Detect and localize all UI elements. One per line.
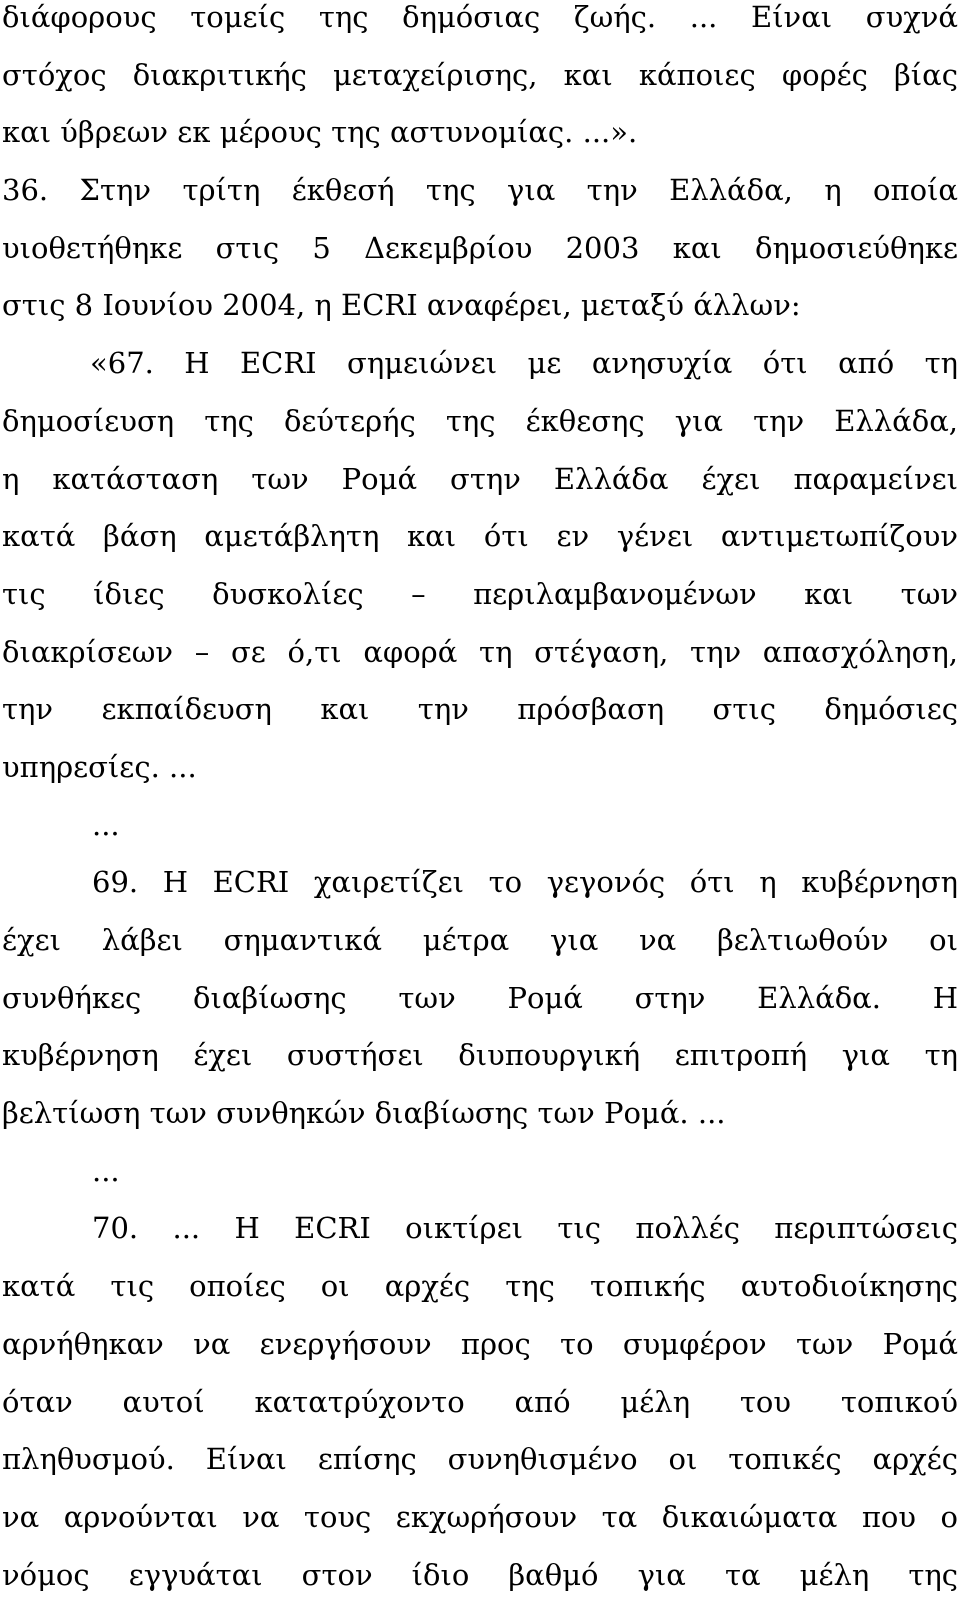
- text-line: υπηρεσίες. ...: [2, 749, 197, 784]
- text-line: τις ίδιες δυσκολίες – περιλαμβανομένων και των: [2, 576, 958, 611]
- text-line: υιοθετήθηκε στις 5 Δεκεμβρίου 2003 και δημοσιεύθηκε: [2, 230, 958, 265]
- text-line: κατά βάση αμετάβλητη και ότι εν γένει αντιμετωπίζουν: [2, 519, 958, 554]
- text-line: την εκπαίδευση και την πρόσβαση στις δημόσιες: [2, 692, 958, 727]
- text-line: η κατάσταση των Ρομά στην Ελλάδα έχει παραμείνει: [2, 461, 958, 496]
- text-line: πληθυσμού. Είναι επίσης συνηθισμένο οι τοπικές αρχές: [2, 1442, 958, 1477]
- text-line: στις 8 Ιουνίου 2004, η ECRI αναφέρει, μεταξύ άλλων:: [2, 288, 801, 323]
- text-line: έχει λάβει σημαντικά μέτρα για να βελτιωθούν οι: [2, 923, 958, 957]
- ellipsis-line: ...: [92, 807, 120, 842]
- text-line: κυβέρνηση έχει συστήσει διυπουργική επιτροπή για τη: [2, 1038, 958, 1073]
- quote-paragraph-start: «67. Η ECRI σημειώνει με ανησυχία ότι από τη: [90, 346, 958, 381]
- text-line: όταν αυτοί κατατρύχοντο από μέλη του τοπικού: [2, 1384, 958, 1419]
- text-line: διάφορους τομείς της δημόσιας ζωής. ... Είναι συχνά: [2, 0, 958, 34]
- paragraph-start: 69. Η ECRI χαιρετίζει το γεγονός ότι η κυβέρνηση: [92, 865, 958, 900]
- text-line: βελτίωση των συνθηκών διαβίωσης των Ρομά. ...: [2, 1096, 726, 1131]
- text-line: και ύβρεων εκ μέρους της αστυνομίας. ...».: [2, 115, 638, 150]
- text-line: δημοσίευση της δεύτερής της έκθεσης για την Ελλάδα,: [2, 403, 958, 438]
- text-line: διακρίσεων – σε ό,τι αφορά τη στέγαση, την απασχόληση,: [2, 634, 958, 669]
- text-line: κατά τις οποίες οι αρχές της τοπικής αυτοδιοίκησης: [2, 1269, 958, 1304]
- text-line: συνθήκες διαβίωσης των Ρομά στην Ελλάδα. Η: [2, 980, 958, 1015]
- text-line: 36. Στην τρίτη έκθεσή της για την Ελλάδα, η οποία: [2, 173, 958, 208]
- text-line: νόμος εγγυάται στον ίδιο βαθμό για τα μέλη της: [2, 1557, 958, 1592]
- text-line: αρνήθηκαν να ενεργήσουν προς το συμφέρον των Ρομά: [2, 1326, 958, 1361]
- ellipsis-line: ...: [92, 1153, 120, 1188]
- paragraph-start: 70. ... Η ECRI οικτίρει τις πολλές περιπτώσεις: [92, 1211, 958, 1246]
- text-line: να αρνούνται να τους εκχωρήσουν τα δικαιώματα που ο: [2, 1499, 958, 1534]
- text-line: στόχος διακριτικής μεταχείρισης, και κάποιες φορές βίας: [2, 57, 958, 92]
